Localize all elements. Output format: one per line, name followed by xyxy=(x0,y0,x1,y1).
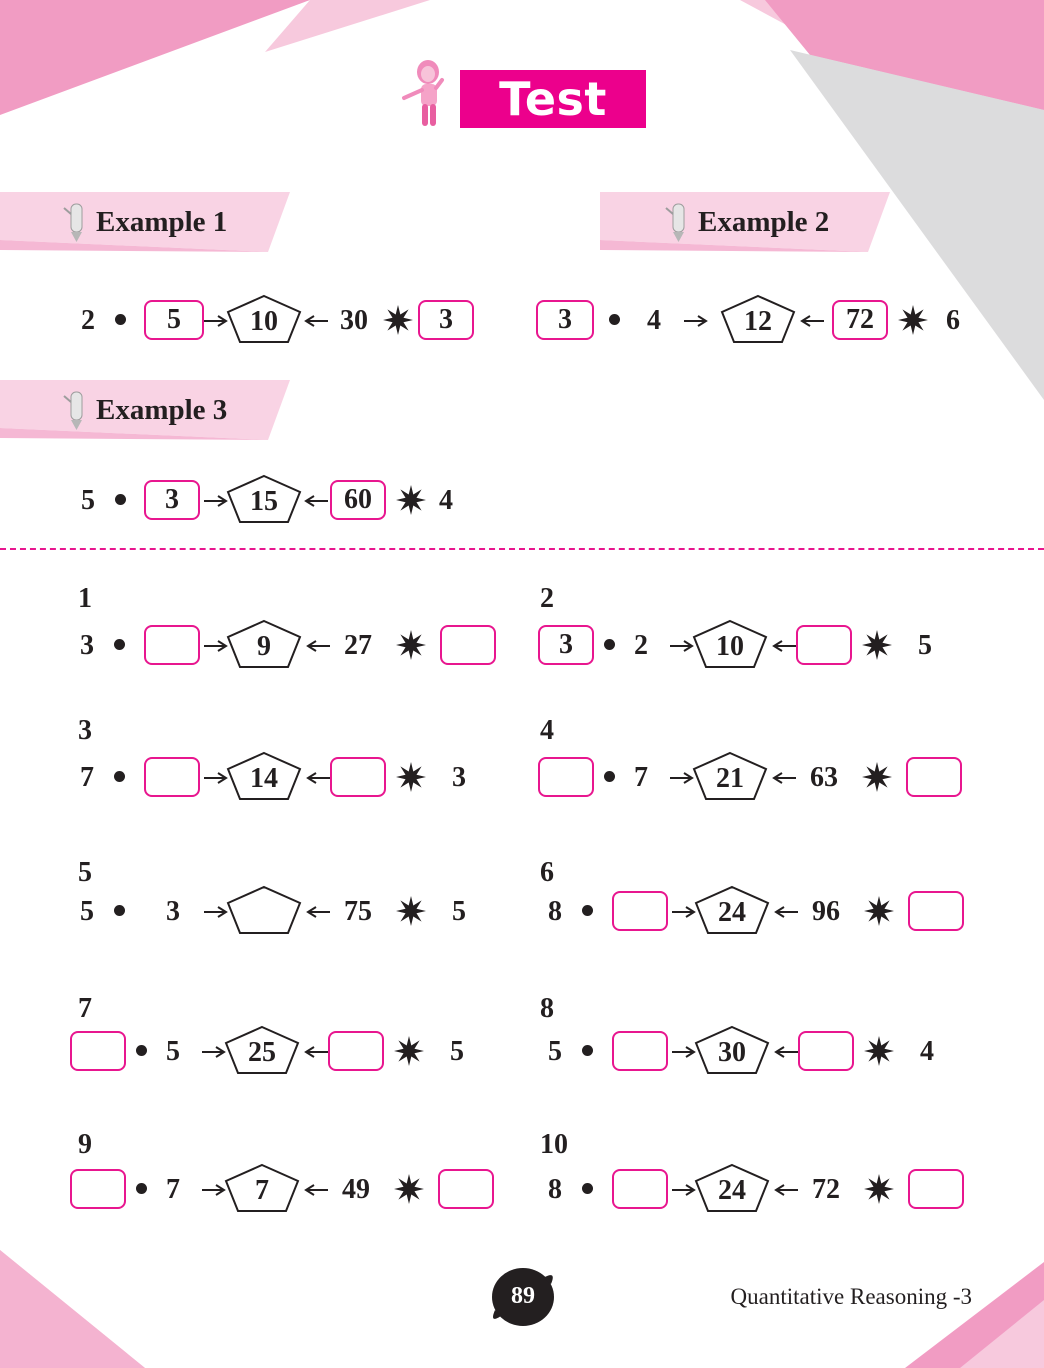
star-operator-icon xyxy=(862,761,892,793)
star-operator-icon xyxy=(396,629,426,661)
third-answer-box[interactable] xyxy=(330,757,386,797)
star-operator-icon xyxy=(394,1035,424,1067)
question-3-row xyxy=(72,754,542,802)
multiply-dot-icon xyxy=(114,905,125,916)
second-answer-box[interactable] xyxy=(612,1169,668,1209)
result-pentagon xyxy=(224,619,304,669)
first-number: 5 xyxy=(548,1036,562,1067)
star-operator-icon xyxy=(864,1173,894,1205)
first-answer-box[interactable]: 3 xyxy=(538,625,594,665)
second-answer-box[interactable] xyxy=(144,625,200,665)
second-number: 2 xyxy=(634,630,648,661)
page-number: 89 xyxy=(511,1283,535,1309)
example-1-banner xyxy=(0,192,290,252)
pentagon-value: 24 xyxy=(718,1175,746,1206)
star-operator-icon xyxy=(396,761,426,793)
fourth-number: 4 xyxy=(920,1036,934,1067)
fourth-answer-box[interactable]: 3 xyxy=(418,300,474,340)
multiply-dot-icon xyxy=(582,1183,593,1194)
fourth-number: 5 xyxy=(918,630,932,661)
second-answer-box[interactable] xyxy=(612,891,668,931)
multiply-dot-icon xyxy=(115,494,126,505)
first-number: 8 xyxy=(548,1174,562,1205)
result-pentagon xyxy=(224,294,304,344)
first-answer-box[interactable] xyxy=(70,1169,126,1209)
example-3-row xyxy=(0,477,470,525)
pentagon-value: 30 xyxy=(718,1037,746,1068)
fourth-number: 4 xyxy=(439,485,453,516)
example-1-row xyxy=(0,297,470,345)
pentagon-value: 24 xyxy=(718,897,746,928)
first-number: 8 xyxy=(548,896,562,927)
result-pentagon xyxy=(690,751,770,801)
first-answer-box[interactable] xyxy=(70,1031,126,1071)
question-1-row xyxy=(72,622,542,670)
first-number: 2 xyxy=(81,305,95,336)
pentagon-value: 14 xyxy=(250,763,278,794)
arrow-left-icon xyxy=(770,1042,800,1062)
example-3-label: Example 3 xyxy=(96,394,228,426)
book-title: Quantitative Reasoning -3 xyxy=(730,1284,972,1309)
third-number: 72 xyxy=(812,1174,840,1205)
arrow-left-icon xyxy=(300,491,330,511)
arrow-left-icon xyxy=(796,311,826,331)
question-5-row xyxy=(72,888,542,936)
question-number: 2 xyxy=(540,583,554,614)
fourth-answer-box[interactable] xyxy=(440,625,496,665)
arrow-left-icon xyxy=(302,902,332,922)
result-pentagon xyxy=(222,1163,302,1213)
first-number: 3 xyxy=(80,630,94,661)
third-answer-box[interactable]: 72 xyxy=(832,300,888,340)
star-operator-icon xyxy=(383,304,413,336)
multiply-dot-icon xyxy=(114,639,125,650)
arrow-left-icon xyxy=(770,902,800,922)
arrow-left-icon xyxy=(300,1180,330,1200)
arrow-left-icon xyxy=(300,1042,330,1062)
example-2-label: Example 2 xyxy=(698,206,830,238)
first-number: 7 xyxy=(80,762,94,793)
arrow-left-icon xyxy=(302,636,332,656)
result-pentagon xyxy=(690,619,770,669)
third-answer-box[interactable] xyxy=(798,1031,854,1071)
fourth-answer-box[interactable] xyxy=(908,1169,964,1209)
pentagon-value: 10 xyxy=(716,631,744,662)
fourth-answer-box[interactable] xyxy=(906,757,962,797)
third-number: 30 xyxy=(340,305,368,336)
fourth-number: 6 xyxy=(946,305,960,336)
result-pentagon xyxy=(224,885,304,935)
star-operator-icon xyxy=(396,484,426,516)
question-7-row xyxy=(70,1028,540,1076)
result-pentagon xyxy=(692,1163,772,1213)
result-pentagon xyxy=(692,1025,772,1075)
multiply-dot-icon xyxy=(115,314,126,325)
third-number: 27 xyxy=(344,630,372,661)
page-title: Test 21 xyxy=(460,70,646,128)
bottom-left-light-triangle xyxy=(0,1250,145,1368)
pentagon-value: 9 xyxy=(257,631,271,662)
arrow-left-icon xyxy=(300,311,330,331)
pentagon-value: 15 xyxy=(250,486,278,517)
result-pentagon xyxy=(222,1025,302,1075)
result-pentagon xyxy=(718,294,798,344)
second-number: 4 xyxy=(647,305,661,336)
result-pentagon xyxy=(692,885,772,935)
star-operator-icon xyxy=(394,1173,424,1205)
multiply-dot-icon xyxy=(114,771,125,782)
arrow-left-icon xyxy=(768,768,798,788)
question-6-row xyxy=(540,888,1010,936)
first-answer-box[interactable] xyxy=(538,757,594,797)
pentagon-value: 25 xyxy=(248,1037,276,1068)
multiply-dot-icon xyxy=(604,639,615,650)
question-number: 6 xyxy=(540,857,554,888)
multiply-dot-icon xyxy=(609,314,620,325)
top-left-light-triangle xyxy=(265,0,430,52)
section-divider xyxy=(0,548,1044,550)
second-number: 7 xyxy=(166,1174,180,1205)
third-answer-box[interactable] xyxy=(328,1031,384,1071)
second-answer-box[interactable]: 5 xyxy=(144,300,204,340)
second-number: 3 xyxy=(166,896,180,927)
second-answer-box[interactable] xyxy=(144,757,200,797)
third-number: 49 xyxy=(342,1174,370,1205)
third-number: 63 xyxy=(810,762,838,793)
pentagon-value: 10 xyxy=(250,306,278,337)
result-pentagon xyxy=(224,474,304,524)
multiply-dot-icon xyxy=(604,771,615,782)
first-answer-box[interactable]: 3 xyxy=(536,300,594,340)
page-number-badge xyxy=(487,1266,559,1328)
star-operator-icon xyxy=(862,629,892,661)
example-2-banner xyxy=(600,192,890,252)
example-2-row xyxy=(536,297,1006,345)
pentagon-value: 12 xyxy=(744,306,772,337)
fourth-number: 5 xyxy=(450,1036,464,1067)
star-operator-icon xyxy=(396,895,426,927)
question-number: 3 xyxy=(78,715,92,746)
fourth-answer-box[interactable] xyxy=(908,891,964,931)
top-left-pink-triangle xyxy=(0,0,310,115)
fourth-answer-box[interactable] xyxy=(438,1169,494,1209)
result-pentagon xyxy=(224,751,304,801)
second-answer-box[interactable]: 3 xyxy=(144,480,200,520)
question-number: 1 xyxy=(78,583,92,614)
pentagon-value: 21 xyxy=(716,763,744,794)
arrow-right-icon xyxy=(682,311,712,331)
third-answer-box[interactable]: 60 xyxy=(330,480,386,520)
arrow-left-icon xyxy=(768,636,798,656)
pencil-mascot-icon xyxy=(62,200,90,244)
question-number: 4 xyxy=(540,715,554,746)
pencil-mascot-icon xyxy=(62,388,90,432)
question-number: 7 xyxy=(78,993,92,1024)
arrow-left-icon xyxy=(302,768,332,788)
question-number: 10 xyxy=(540,1129,568,1160)
question-number: 8 xyxy=(540,993,554,1024)
multiply-dot-icon xyxy=(136,1183,147,1194)
third-number: 75 xyxy=(344,896,372,927)
multiply-dot-icon xyxy=(582,905,593,916)
question-8-row xyxy=(540,1028,1010,1076)
arrow-left-icon xyxy=(770,1180,800,1200)
pentagon-value: 7 xyxy=(255,1175,269,1206)
fourth-number: 5 xyxy=(452,896,466,927)
star-operator-icon xyxy=(898,304,928,336)
third-answer-box[interactable] xyxy=(796,625,852,665)
second-answer-box[interactable] xyxy=(612,1031,668,1071)
question-4-row xyxy=(538,754,1008,802)
question-10-row xyxy=(540,1166,1010,1214)
question-2-row xyxy=(538,622,1008,670)
girl-mascot-icon xyxy=(396,58,456,132)
second-number: 5 xyxy=(166,1036,180,1067)
example-3-banner xyxy=(0,380,290,440)
multiply-dot-icon xyxy=(582,1045,593,1056)
example-1-label: Example 1 xyxy=(96,206,228,238)
question-number: 5 xyxy=(78,857,92,888)
second-number: 7 xyxy=(634,762,648,793)
multiply-dot-icon xyxy=(136,1045,147,1056)
star-operator-icon xyxy=(864,895,894,927)
fourth-number: 3 xyxy=(452,762,466,793)
question-9-row xyxy=(70,1166,540,1214)
question-number: 9 xyxy=(78,1129,92,1160)
pencil-mascot-icon xyxy=(664,200,692,244)
first-number: 5 xyxy=(81,485,95,516)
first-number: 5 xyxy=(80,896,94,927)
third-number: 96 xyxy=(812,896,840,927)
star-operator-icon xyxy=(864,1035,894,1067)
